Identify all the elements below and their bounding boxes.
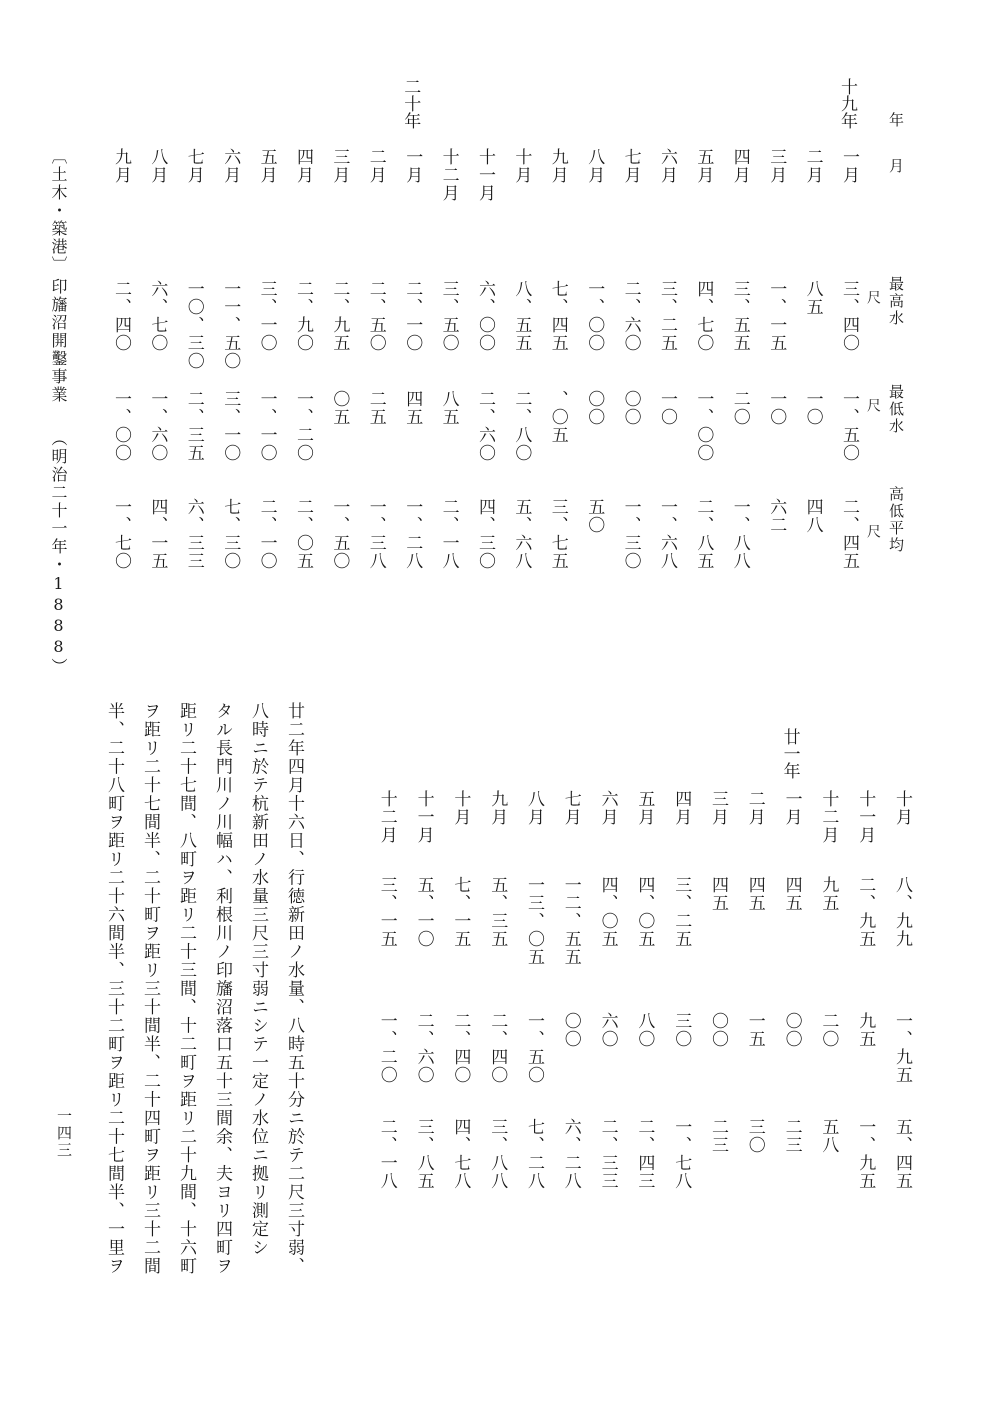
table-cell-low: 一、一〇 <box>256 390 277 462</box>
table-cell-avg: 三〇 <box>744 1118 765 1154</box>
note-line: ヲ距リ二十七間半、二十町ヲ距リ三十間半、二十四町ヲ距リ三十二間 <box>140 702 160 1276</box>
table-cell-low: 一、〇〇 <box>111 390 131 462</box>
table-cell-avg: 一、七〇 <box>111 498 131 570</box>
table-cell-low: 〇〇 <box>584 390 605 426</box>
table-cell-high: 四五 <box>781 876 802 912</box>
table-cell-month: 六月 <box>657 148 677 184</box>
note-line: 廿二年四月十六日、行徳新田ノ水量、八時五十分ニ於テ二尺三寸弱、 <box>284 702 304 1276</box>
period-label: （明治二十一年・1888） <box>49 430 68 676</box>
table-cell-avg: 一、八八 <box>729 498 750 570</box>
table-cell-avg: 一、五〇 <box>329 498 350 570</box>
table-cell-year: 二十年 <box>400 78 421 129</box>
table-cell-month: 四月 <box>729 148 750 184</box>
table-cell-month: 十一月 <box>413 790 434 844</box>
table-cell-month: 十月 <box>892 790 912 826</box>
table-cell-avg: 四、一五 <box>147 498 168 570</box>
table-cell-avg: 六、三三 <box>183 498 204 570</box>
header-high-water: 最高水 <box>887 276 905 327</box>
table-cell-high: 八、九九 <box>892 876 912 948</box>
table-cell-high: 八、五五 <box>511 280 532 352</box>
table-cell-low: 二、八〇 <box>511 390 532 462</box>
table-cell-low: 〇〇 <box>560 1012 581 1048</box>
table-cell-month: 四月 <box>293 148 313 184</box>
table-cell-avg: 二三 <box>708 1118 728 1154</box>
table-cell-high: 二、五〇 <box>365 280 386 352</box>
table-cell-low: 〇〇 <box>781 1012 802 1048</box>
table-cell-avg: 二、四五 <box>839 498 859 570</box>
table-cell-high: 三、四〇 <box>839 280 859 352</box>
table-cell-avg: 四、三〇 <box>475 498 495 570</box>
table-cell-avg: 二、一八 <box>438 498 459 570</box>
table-cell-high: 三、二五 <box>657 280 677 352</box>
table-cell-low: 〇〇 <box>708 1012 728 1048</box>
table-cell-low: 六〇 <box>597 1012 618 1048</box>
table-cell-high: 二、九〇 <box>293 280 313 352</box>
table-cell-high: 七、一五 <box>450 876 471 948</box>
table-cell-low: 八五 <box>438 390 459 426</box>
table-cell-low: 三〇 <box>671 1012 692 1048</box>
table-cell-month: 七月 <box>560 790 581 826</box>
table-cell-month: 三月 <box>766 148 787 184</box>
table-cell-high: 一二、五五 <box>560 876 581 966</box>
table-cell-low: 二、六〇 <box>413 1012 434 1084</box>
table-cell-year: 廿一年 <box>779 728 800 779</box>
table-cell-high: 二、九五 <box>329 280 350 352</box>
table-cell-high: 四五 <box>708 876 728 912</box>
table-cell-month: 九月 <box>547 148 568 184</box>
table-cell-low: 一、五〇 <box>524 1012 544 1084</box>
table-cell-month: 一月 <box>402 148 423 184</box>
table-cell-month: 九月 <box>111 148 131 184</box>
unit-high: 尺 <box>865 290 881 304</box>
table-cell-high: 三、五〇 <box>438 280 459 352</box>
table-cell-month: 八月 <box>147 148 168 184</box>
table-cell-month: 八月 <box>524 790 544 826</box>
table-cell-high: 三、五五 <box>729 280 750 352</box>
table-cell-high: 一三、〇五 <box>524 876 544 966</box>
table-cell-low: 二、六〇 <box>475 390 495 462</box>
table-cell-low: 〇〇 <box>620 390 641 426</box>
table-cell-month: 十一月 <box>475 148 495 202</box>
table-cell-high: 二、四〇 <box>111 280 131 352</box>
table-cell-avg: 一、九五 <box>855 1118 876 1190</box>
table-cell-high: 七、四五 <box>547 280 568 352</box>
header-low-water: 最低水 <box>887 384 905 435</box>
table-cell-avg: 三、八八 <box>487 1118 508 1190</box>
table-cell-avg: 五〇 <box>584 498 605 534</box>
table-cell-avg: 六、二八 <box>560 1118 581 1190</box>
table-cell-low: 〇五 <box>329 390 350 426</box>
table-cell-avg: 一、七八 <box>671 1118 692 1190</box>
table-cell-low: 三、一〇 <box>220 390 241 462</box>
table-cell-high: 八五 <box>802 280 823 316</box>
table-cell-low: 二、三五 <box>183 390 204 462</box>
running-title: 印旛沼開鑿事業 <box>49 278 68 404</box>
table-cell-low: 一、二〇 <box>376 1012 397 1084</box>
table-cell-avg: 二、〇五 <box>293 498 313 570</box>
table-cell-high: 四、〇五 <box>597 876 618 948</box>
table-cell-high: 二、一〇 <box>402 280 423 352</box>
table-cell-high: 一〇、三〇 <box>183 280 204 370</box>
table-cell-low: 一、〇〇 <box>693 390 714 462</box>
table-cell-month: 六月 <box>220 148 241 184</box>
table-cell-month: 九月 <box>487 790 508 826</box>
note-line: 半、二十八町ヲ距リ二十六間半、三十二町ヲ距リ二十七間半、一里ヲ <box>104 702 124 1276</box>
table-cell-low: 一〇 <box>766 390 787 426</box>
table-cell-month: 七月 <box>183 148 204 184</box>
table-cell-avg: 七、三〇 <box>220 498 241 570</box>
table-cell-low: 二、四〇 <box>450 1012 471 1084</box>
table-cell-month: 一月 <box>839 148 859 184</box>
table-cell-low: 二、四〇 <box>487 1012 508 1084</box>
table-cell-year: 十九年 <box>837 78 857 129</box>
table-cell-avg: 二、八五 <box>693 498 714 570</box>
table-cell-month: 三月 <box>708 790 728 826</box>
table-cell-avg: 五八 <box>818 1118 839 1154</box>
table-cell-avg: 五、四五 <box>892 1118 912 1190</box>
table-cell-low: 四五 <box>402 390 423 426</box>
table-cell-avg: 三、八五 <box>413 1118 434 1190</box>
table-cell-month: 五月 <box>256 148 277 184</box>
table-cell-high: 四、七〇 <box>693 280 714 352</box>
unit-avg: 尺 <box>865 524 881 538</box>
table-cell-high: 六、〇〇 <box>475 280 495 352</box>
table-cell-high: 三、一五 <box>376 876 397 948</box>
table-cell-month: 十月 <box>511 148 532 184</box>
table-cell-month: 二月 <box>802 148 823 184</box>
table-cell-avg: 六二 <box>766 498 787 534</box>
section-label: 〔土木・築港〕 <box>49 148 68 274</box>
table-cell-low: 九五 <box>855 1012 876 1048</box>
note-line: 距リ二十七間、八町ヲ距リ二十三間、十二町ヲ距リ二十九間、十六町 <box>176 702 196 1276</box>
header-average: 高低平均 <box>887 486 905 554</box>
table-cell-high: 二、九五 <box>855 876 876 948</box>
table-cell-avg: 二、四三 <box>634 1118 655 1190</box>
table-cell-avg: 一、三八 <box>365 498 386 570</box>
table-cell-avg: 二、一八 <box>376 1118 397 1190</box>
table-cell-low: 二〇 <box>818 1012 839 1048</box>
table-cell-low: 一、六〇 <box>147 390 168 462</box>
note-line: 八時ニ於テ杭新田ノ水量三尺三寸弱ニシテ一定ノ水位ニ拠リ測定シ <box>248 702 268 1257</box>
header-year: 年 <box>887 112 905 129</box>
table-cell-month: 十二月 <box>376 790 397 844</box>
table-cell-month: 三月 <box>329 148 350 184</box>
table-cell-month: 十月 <box>450 790 471 826</box>
table-cell-month: 十一月 <box>855 790 876 844</box>
table-cell-low: 一五 <box>744 1012 765 1048</box>
table-cell-avg: 二、三三 <box>597 1118 618 1190</box>
table-cell-month: 五月 <box>634 790 655 826</box>
table-cell-high: 一、〇〇 <box>584 280 605 352</box>
table-cell-avg: 七、二八 <box>524 1118 544 1190</box>
table-cell-avg: 二、一〇 <box>256 498 277 570</box>
table-cell-avg: 一、二八 <box>402 498 423 570</box>
table-cell-high: 五、一〇 <box>413 876 434 948</box>
table-cell-avg: 三、七五 <box>547 498 568 570</box>
table-cell-avg: 一、六八 <box>657 498 677 570</box>
table-cell-month: 二月 <box>365 148 386 184</box>
page-number: 一四三 <box>55 1108 73 1159</box>
unit-low: 尺 <box>865 398 881 412</box>
table-cell-high: 三、一〇 <box>256 280 277 352</box>
table-cell-high: 五、三五 <box>487 876 508 948</box>
table-cell-high: 四五 <box>744 876 765 912</box>
table-cell-month: 十二月 <box>438 148 459 202</box>
table-cell-low: 一〇 <box>657 390 677 426</box>
table-cell-low: 二〇 <box>729 390 750 426</box>
table-cell-avg: 二三 <box>781 1118 802 1154</box>
note-line: タル長門川ノ川幅ハ、利根川ノ印旛沼落口五十三間余、夫ヨリ四町ヲ <box>212 702 232 1276</box>
table-cell-month: 一月 <box>781 790 802 826</box>
table-cell-month: 二月 <box>744 790 765 826</box>
header-month: 月 <box>887 158 905 175</box>
table-cell-avg: 五、六八 <box>511 498 532 570</box>
table-cell-low: 一〇 <box>802 390 823 426</box>
table-cell-avg: 四、七八 <box>450 1118 471 1190</box>
table-cell-month: 六月 <box>597 790 618 826</box>
table-cell-month: 四月 <box>671 790 692 826</box>
table-cell-high: 一、一五 <box>766 280 787 352</box>
table-cell-avg: 一、三〇 <box>620 498 641 570</box>
table-cell-high: 三、二五 <box>671 876 692 948</box>
table-cell-low: 二五 <box>365 390 386 426</box>
table-cell-low: 八〇 <box>634 1012 655 1048</box>
table-cell-high: 六、七〇 <box>147 280 168 352</box>
table-cell-month: 五月 <box>693 148 714 184</box>
table-cell-low: 一、二〇 <box>293 390 313 462</box>
table-cell-high: 九五 <box>818 876 839 912</box>
table-cell-low: 、〇五 <box>547 390 568 444</box>
table-cell-month: 十二月 <box>818 790 839 844</box>
table-cell-high: 一一、五〇 <box>220 280 241 370</box>
table-cell-low: 一、五〇 <box>839 390 859 462</box>
table-cell-month: 七月 <box>620 148 641 184</box>
table-cell-high: 二、六〇 <box>620 280 641 352</box>
table-cell-avg: 四八 <box>802 498 823 534</box>
table-cell-low: 一、九五 <box>892 1012 912 1084</box>
table-cell-high: 四、〇五 <box>634 876 655 948</box>
table-cell-month: 八月 <box>584 148 605 184</box>
